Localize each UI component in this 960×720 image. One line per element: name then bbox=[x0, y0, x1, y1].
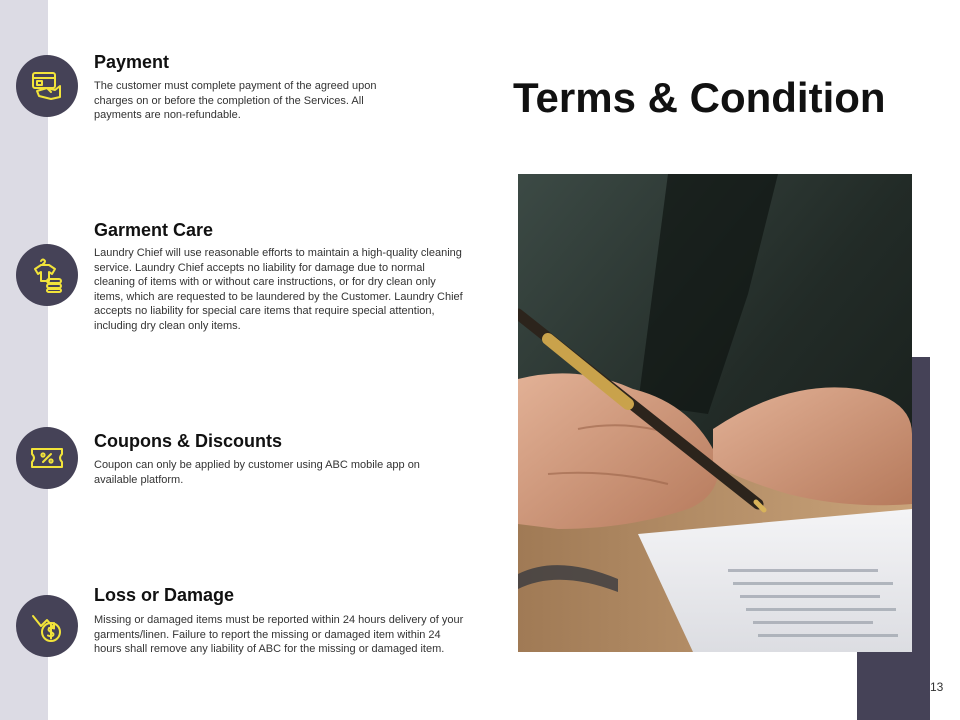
loss-dollar-icon bbox=[16, 595, 78, 657]
coupons-discounts-description: Coupon can only be applied by customer using ABC mobile app on available platform. bbox=[94, 459, 420, 486]
coupons-discounts-title: Coupons & Discounts bbox=[94, 431, 282, 451]
garment-care-section bbox=[16, 220, 466, 350]
coupons-discounts-section bbox=[16, 431, 466, 501]
payment-description: The customer must complete payment of the agreed upon charges on or before the completion of the Services. All payments are non-refundable. bbox=[94, 80, 377, 121]
garment-care-title: Garment Care bbox=[94, 220, 214, 240]
loss-damage-description: Missing or damaged items must be reported within 24 hours delivery of your garments/linen. Failure to report the missing or damaged item within 24 hours shall remove any liability of ABC for the missing or damaged item. bbox=[94, 614, 464, 655]
page-number: 13 bbox=[930, 680, 944, 694]
payment-card-icon bbox=[16, 55, 78, 117]
garment-care-icon bbox=[16, 244, 78, 306]
hand-signing-document-photo bbox=[518, 174, 912, 652]
payment-section bbox=[16, 52, 466, 132]
payment-title: Payment bbox=[94, 52, 170, 72]
coupon-percent-icon bbox=[16, 427, 78, 489]
loss-damage-title: Loss or Damage bbox=[94, 585, 235, 605]
garment-care-description: Laundry Chief will use reasonable efforts to maintain a high-quality cleaning service. Laundry Chief accepts no liability for damage due to normal cleaning of items with or without care instructions, or for dry clean only items, which are requested to be laundered by the Customer. Laundry Chief accepts no liability for special care items that require special attention, including dry clean only items. bbox=[94, 247, 463, 332]
loss-damage-section bbox=[16, 585, 466, 675]
slide-title: Terms & Condition bbox=[513, 74, 886, 121]
